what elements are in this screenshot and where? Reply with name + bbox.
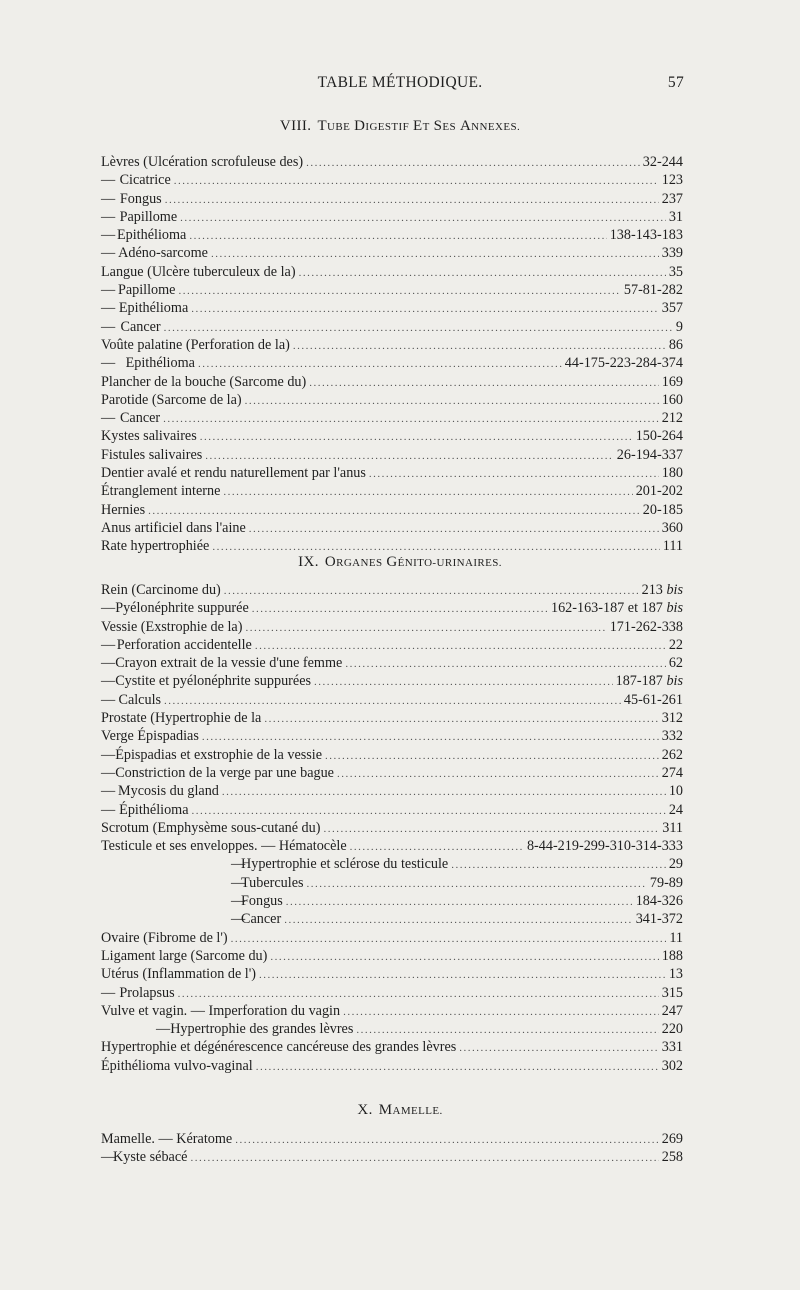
index-entry bbox=[101, 153, 683, 171]
index-entry bbox=[101, 482, 683, 500]
dot-leader bbox=[451, 856, 666, 874]
entry-page-numbers: 341-372 bbox=[635, 911, 683, 928]
entry-page-numbers: 169 bbox=[661, 373, 683, 390]
entry-dash: — bbox=[101, 636, 116, 653]
entry-label: Testicule et ses enveloppes. — Hématocèle bbox=[101, 838, 347, 855]
index-entry bbox=[101, 727, 683, 745]
index-entry bbox=[101, 874, 683, 892]
index-entry bbox=[101, 537, 683, 555]
entry-pages bbox=[636, 427, 683, 445]
entry-pages bbox=[662, 819, 683, 837]
index-entry bbox=[101, 1057, 683, 1075]
entry-pages bbox=[617, 446, 683, 464]
entry-pages bbox=[662, 171, 683, 189]
entry-page-numbers: 201-202 bbox=[635, 483, 683, 500]
entry-page-numbers: 258 bbox=[661, 1149, 683, 1166]
entry-pages bbox=[636, 482, 683, 500]
entry-page-numbers: 162-163-187 et 187 bbox=[550, 600, 663, 617]
entry-page-numbers: 10 bbox=[668, 783, 683, 800]
index-entry bbox=[101, 336, 683, 354]
index-entry bbox=[101, 299, 683, 317]
index-entry bbox=[101, 427, 683, 445]
index-entry bbox=[101, 519, 683, 537]
index-entry bbox=[101, 464, 683, 482]
entry-page-numbers: 111 bbox=[662, 538, 683, 555]
entry-page-bis: bis bbox=[666, 600, 683, 617]
entry-dash: — bbox=[101, 300, 116, 317]
section-entries bbox=[101, 153, 683, 556]
index-entry bbox=[101, 855, 683, 873]
entry-page-numbers: 138-143-183 bbox=[609, 227, 683, 244]
dot-leader bbox=[245, 392, 659, 410]
dot-leader bbox=[459, 1039, 658, 1057]
dot-leader bbox=[200, 428, 633, 446]
entry-label: Crayon extrait de la vessie d'une femme bbox=[115, 655, 343, 672]
entry-dash: — bbox=[101, 783, 116, 800]
entry-label: Mamelle. — Kératome bbox=[101, 1131, 233, 1147]
entry-dash: — bbox=[101, 655, 116, 672]
running-head-title: TABLE MÉTHODIQUE. bbox=[317, 74, 483, 91]
entry-pages bbox=[610, 618, 683, 636]
index-entry bbox=[101, 782, 683, 800]
dot-leader bbox=[356, 1021, 658, 1039]
entry-pages bbox=[662, 190, 683, 208]
entry-dash: — bbox=[101, 208, 116, 225]
entry-label: Mycosis du gland bbox=[118, 783, 219, 800]
dot-leader bbox=[178, 282, 620, 300]
entry-label: Vulve et vagin. — Imperforation du vagin bbox=[101, 1002, 341, 1019]
dot-leader bbox=[323, 820, 659, 838]
entry-page-numbers: 247 bbox=[661, 1002, 683, 1019]
entry-pages bbox=[551, 599, 683, 617]
entry-page-numbers: 62 bbox=[668, 655, 683, 672]
entry-dash: — bbox=[231, 856, 246, 873]
entry-pages bbox=[662, 727, 683, 745]
entry-page-numbers: 180 bbox=[661, 465, 683, 482]
index-entry bbox=[101, 1020, 683, 1038]
entry-label: Langue (Ulcère tuberculeux de la) bbox=[101, 263, 296, 280]
entry-pages bbox=[643, 153, 683, 171]
dot-leader bbox=[202, 728, 659, 746]
index-entry bbox=[101, 446, 683, 464]
section-title-text: ORGANES GÉNITO-URINAIRES. bbox=[324, 554, 502, 570]
index-entry bbox=[101, 947, 683, 965]
entry-page-numbers: 311 bbox=[662, 819, 683, 836]
entry-label: Kystes salivaires bbox=[101, 428, 197, 445]
entry-dash: — bbox=[231, 911, 246, 928]
entry-label: Ovaire (Fibrome de l') bbox=[101, 929, 228, 946]
entry-page-numbers: 57-81-282 bbox=[623, 282, 683, 299]
entry-pages bbox=[662, 1148, 683, 1166]
entry-page-numbers: 188 bbox=[661, 947, 683, 964]
entry-pages bbox=[662, 1002, 683, 1020]
entry-page-numbers: 237 bbox=[661, 190, 683, 207]
index-entry bbox=[101, 984, 683, 1002]
entry-pages bbox=[662, 1057, 683, 1075]
entry-label: Cancer bbox=[120, 318, 161, 335]
dot-leader bbox=[307, 875, 647, 893]
entry-pages bbox=[669, 782, 683, 800]
dot-leader bbox=[174, 172, 659, 190]
entry-label: Cicatrice bbox=[119, 172, 171, 189]
entry-page-numbers: 79-89 bbox=[649, 874, 683, 891]
section-entries bbox=[101, 1130, 683, 1167]
entry-page-numbers: 160 bbox=[661, 391, 683, 408]
entry-label: Épithélioma bbox=[119, 801, 189, 818]
dot-leader bbox=[165, 191, 659, 209]
dot-leader bbox=[178, 985, 659, 1003]
entry-page-numbers: 24 bbox=[668, 801, 683, 818]
entry-pages bbox=[643, 501, 683, 519]
dot-leader bbox=[309, 374, 658, 392]
entry-label: Rate hypertrophiée bbox=[101, 538, 210, 555]
entry-label: Dentier avalé et rendu naturellement par l'anus bbox=[101, 465, 366, 482]
entry-label: Prostate (Hypertrophie de la bbox=[101, 710, 262, 727]
dot-leader bbox=[284, 911, 633, 929]
index-entry bbox=[101, 190, 683, 208]
index-entry bbox=[101, 764, 683, 782]
entry-label: Utérus (Inflammation de l') bbox=[101, 966, 257, 983]
dot-leader bbox=[350, 838, 524, 856]
entry-pages bbox=[669, 336, 683, 354]
entry-pages bbox=[662, 299, 683, 317]
dot-leader bbox=[191, 300, 658, 318]
entry-label: Epithélioma bbox=[118, 300, 189, 317]
index-entry bbox=[101, 263, 683, 281]
dot-leader bbox=[222, 783, 666, 801]
index-entry bbox=[101, 910, 683, 928]
entry-page-numbers: 269 bbox=[661, 1131, 683, 1147]
entry-page-numbers: 262 bbox=[661, 746, 683, 763]
entry-pages bbox=[624, 691, 683, 709]
index-entry bbox=[101, 354, 683, 372]
entry-dash: — bbox=[101, 172, 116, 189]
entry-label: Fistules salivaires bbox=[101, 446, 203, 463]
index-entry bbox=[101, 281, 683, 299]
entry-label: Tubercules bbox=[241, 874, 304, 891]
entry-page-numbers: 35 bbox=[668, 263, 683, 280]
entry-page-numbers: 26-194-337 bbox=[616, 446, 683, 463]
index-entry bbox=[101, 691, 683, 709]
entry-label: Étranglement interne bbox=[101, 483, 221, 500]
entry-label: Hernies bbox=[101, 501, 146, 518]
entry-pages bbox=[662, 373, 683, 391]
entry-label: Anus artificiel dans l'aine bbox=[101, 519, 246, 536]
index-entry bbox=[101, 1148, 683, 1166]
entry-dash: — bbox=[231, 893, 246, 910]
dot-leader bbox=[163, 410, 659, 428]
index-entry bbox=[101, 819, 683, 837]
entry-dash: — bbox=[101, 691, 116, 708]
index-entry bbox=[101, 581, 683, 599]
entry-dash: — bbox=[101, 984, 116, 1001]
entry-pages bbox=[669, 263, 683, 281]
entry-pages bbox=[610, 226, 683, 244]
section-number: X. bbox=[357, 1102, 373, 1118]
entry-dash: — bbox=[101, 355, 116, 372]
entry-dash: — bbox=[101, 600, 116, 617]
dot-leader bbox=[369, 465, 659, 483]
index-entry bbox=[101, 892, 683, 910]
entry-label: Vessie (Exstrophie de la) bbox=[101, 618, 243, 635]
entry-label: Épispadias et exstrophie de la vessie bbox=[115, 746, 323, 763]
dot-leader bbox=[235, 1131, 659, 1149]
entry-label: Calculs bbox=[118, 691, 162, 708]
dot-leader bbox=[255, 637, 666, 655]
entry-dash: — bbox=[101, 746, 116, 763]
dot-leader bbox=[249, 520, 659, 538]
entry-label: Epithélioma bbox=[125, 355, 195, 372]
entry-dash: — bbox=[156, 1021, 171, 1038]
section-heading bbox=[0, 1102, 800, 1119]
entry-page-bis: bis bbox=[666, 673, 683, 690]
entry-page-numbers: 150-264 bbox=[635, 428, 683, 445]
entry-page-numbers: 187-187 bbox=[615, 673, 663, 690]
dot-leader bbox=[337, 765, 659, 783]
dot-leader bbox=[299, 264, 666, 282]
entry-pages bbox=[669, 208, 683, 226]
index-entry bbox=[101, 409, 683, 427]
entry-page-numbers: 32-244 bbox=[642, 154, 683, 170]
entry-label: Plancher de la bouche (Sarcome du) bbox=[101, 373, 307, 390]
dot-leader bbox=[180, 209, 666, 227]
entry-label: Perforation accidentelle bbox=[116, 636, 252, 653]
index-entry bbox=[101, 1038, 683, 1056]
dot-leader bbox=[231, 930, 667, 948]
index-entry bbox=[101, 599, 683, 617]
dot-leader bbox=[211, 245, 659, 263]
entry-pages bbox=[636, 910, 683, 928]
entry-label: Papillome bbox=[117, 282, 176, 299]
entry-label: Cancer bbox=[119, 410, 161, 427]
entry-label: Fongus bbox=[119, 190, 162, 207]
entry-pages bbox=[636, 892, 683, 910]
entry-page-numbers: 212 bbox=[661, 410, 683, 427]
section-number: VIII. bbox=[279, 118, 312, 134]
index-entry bbox=[101, 801, 683, 819]
entry-pages bbox=[669, 654, 683, 672]
section-number: IX. bbox=[298, 554, 319, 570]
dot-leader bbox=[164, 692, 621, 710]
entry-page-numbers: 22 bbox=[668, 636, 683, 653]
index-entry bbox=[101, 391, 683, 409]
entry-pages bbox=[669, 636, 683, 654]
entry-label: Constriction de la verge par une bague bbox=[115, 764, 334, 781]
index-entry bbox=[101, 618, 683, 636]
index-entry bbox=[101, 654, 683, 672]
dot-leader bbox=[256, 1058, 659, 1076]
index-entry bbox=[101, 709, 683, 727]
entry-label: Papillome bbox=[119, 208, 178, 225]
entry-page-numbers: 44-175-223-284-374 bbox=[564, 355, 683, 372]
entry-page-numbers: 184-326 bbox=[635, 893, 683, 910]
dot-leader bbox=[224, 582, 639, 600]
index-entry bbox=[101, 672, 683, 690]
dot-leader bbox=[192, 802, 666, 820]
entry-page-numbers: 331 bbox=[661, 1039, 683, 1056]
dot-leader bbox=[164, 319, 673, 337]
entry-label: Hypertrophie des grandes lèvres bbox=[170, 1021, 354, 1038]
dot-leader bbox=[345, 655, 666, 673]
index-entry bbox=[101, 1130, 683, 1148]
dot-leader bbox=[205, 447, 614, 465]
entry-label: Voûte palatine (Perforation de la) bbox=[101, 336, 290, 353]
dot-leader bbox=[286, 893, 633, 911]
entry-pages bbox=[669, 801, 683, 819]
section-title-text: MAMELLE. bbox=[378, 1102, 443, 1118]
entry-pages bbox=[616, 672, 683, 690]
entry-page-numbers: 302 bbox=[661, 1057, 683, 1074]
entry-page-numbers: 9 bbox=[675, 318, 683, 335]
dot-leader bbox=[259, 966, 666, 984]
index-entry bbox=[101, 636, 683, 654]
entry-dash: — bbox=[231, 874, 246, 891]
index-entry bbox=[101, 208, 683, 226]
entry-page-numbers: 86 bbox=[668, 336, 683, 353]
entry-label: Rein (Carcinome du) bbox=[101, 582, 221, 598]
entry-page-numbers: 213 bbox=[641, 582, 663, 598]
entry-pages bbox=[662, 244, 683, 262]
index-entry bbox=[101, 171, 683, 189]
entry-pages bbox=[669, 929, 683, 947]
dot-leader bbox=[245, 619, 606, 637]
index-entry bbox=[101, 373, 683, 391]
entry-label: Cystite et pyélonéphrite suppurées bbox=[115, 673, 312, 690]
entry-dash: — bbox=[101, 282, 116, 299]
entry-page-numbers: 20-185 bbox=[642, 501, 683, 518]
entry-label: Adéno-sarcome bbox=[118, 245, 208, 262]
entry-label: Pyélonéphrite suppurée bbox=[115, 600, 249, 617]
dot-leader bbox=[198, 355, 562, 373]
entry-page-numbers: 220 bbox=[661, 1021, 683, 1038]
dot-leader bbox=[148, 502, 640, 520]
dot-leader bbox=[252, 600, 548, 618]
index-entry bbox=[101, 746, 683, 764]
entry-label: Hypertrophie et dégénérescence cancéreuse des grandes lèvres bbox=[101, 1039, 457, 1056]
dot-leader bbox=[190, 1149, 658, 1167]
entry-page-numbers: 8-44-219-299-310-314-333 bbox=[526, 838, 683, 855]
entry-pages bbox=[662, 984, 683, 1002]
entry-label: Lèvres (Ulcération scrofuleuse des) bbox=[101, 154, 304, 170]
entry-pages bbox=[662, 1020, 683, 1038]
entry-label: Épithélioma vulvo-vaginal bbox=[101, 1057, 253, 1074]
entry-label: Ligament large (Sarcome du) bbox=[101, 947, 268, 964]
section-entries bbox=[101, 581, 683, 1075]
entry-pages bbox=[624, 281, 683, 299]
entry-label: Prolapsus bbox=[119, 984, 175, 1001]
entry-page-numbers: 29 bbox=[668, 856, 683, 873]
entry-page-numbers: 332 bbox=[661, 728, 683, 745]
index-entry bbox=[101, 837, 683, 855]
index-entry bbox=[101, 965, 683, 983]
entry-page-numbers: 171-262-338 bbox=[609, 618, 683, 635]
section-heading bbox=[0, 554, 800, 571]
entry-page-bis: bis bbox=[666, 582, 683, 598]
entry-pages bbox=[676, 318, 683, 336]
entry-dash: — bbox=[101, 673, 116, 690]
entry-pages bbox=[662, 519, 683, 537]
index-entry bbox=[101, 226, 683, 244]
entry-page-numbers: 31 bbox=[668, 208, 683, 225]
entry-page-numbers: 339 bbox=[661, 245, 683, 262]
entry-pages bbox=[663, 537, 683, 555]
index-entry bbox=[101, 929, 683, 947]
entry-page-numbers: 123 bbox=[661, 172, 683, 189]
entry-pages bbox=[662, 746, 683, 764]
section-heading bbox=[0, 118, 800, 135]
entry-dash: — bbox=[101, 245, 116, 262]
dot-leader bbox=[314, 673, 613, 691]
entry-pages bbox=[669, 855, 683, 873]
entry-page-numbers: 357 bbox=[661, 300, 683, 317]
index-entry bbox=[101, 501, 683, 519]
entry-dash: — bbox=[101, 190, 116, 207]
entry-page-numbers: 274 bbox=[661, 764, 683, 781]
entry-pages bbox=[662, 464, 683, 482]
entry-label: Hypertrophie et sclérose du testicule bbox=[241, 856, 449, 873]
entry-pages bbox=[565, 354, 683, 372]
index-entry bbox=[101, 244, 683, 262]
dot-leader bbox=[189, 227, 606, 245]
entry-dash: — bbox=[101, 764, 116, 781]
dot-leader bbox=[343, 1003, 659, 1021]
index-entry bbox=[101, 318, 683, 336]
running-head bbox=[0, 74, 800, 96]
entry-pages bbox=[662, 409, 683, 427]
page-number: 57 bbox=[667, 74, 684, 91]
entry-label: Cancer bbox=[241, 911, 282, 928]
index-entry bbox=[101, 1002, 683, 1020]
entry-label: Kyste sébacé bbox=[113, 1149, 188, 1166]
entry-pages bbox=[662, 1130, 683, 1148]
entry-pages bbox=[662, 1038, 683, 1056]
entry-pages bbox=[642, 581, 683, 599]
entry-dash: — bbox=[101, 1149, 116, 1166]
entry-page-numbers: 11 bbox=[669, 929, 683, 946]
entry-label: Verge Épispadias bbox=[101, 728, 199, 745]
dot-leader bbox=[293, 337, 666, 355]
entry-pages bbox=[662, 947, 683, 965]
entry-label: Scrotum (Emphysème sous-cutané du) bbox=[101, 819, 321, 836]
entry-page-numbers: 312 bbox=[661, 710, 683, 727]
entry-page-numbers: 45-61-261 bbox=[623, 691, 683, 708]
entry-page-numbers: 13 bbox=[668, 966, 683, 983]
entry-label: Fongus bbox=[241, 893, 283, 910]
entry-pages bbox=[662, 391, 683, 409]
entry-page-numbers: 360 bbox=[661, 519, 683, 536]
entry-pages bbox=[662, 764, 683, 782]
entry-dash: — bbox=[101, 227, 116, 244]
entry-dash: — bbox=[101, 410, 116, 427]
entry-pages bbox=[669, 965, 683, 983]
entry-pages bbox=[662, 709, 683, 727]
entry-dash: — bbox=[101, 318, 116, 335]
dot-leader bbox=[264, 710, 658, 728]
entry-page-numbers: 315 bbox=[661, 984, 683, 1001]
dot-leader bbox=[325, 747, 659, 765]
dot-leader bbox=[270, 948, 658, 966]
entry-pages bbox=[650, 874, 683, 892]
entry-dash: — bbox=[101, 801, 116, 818]
section-title-text: TUBE DIGESTIF ET SES ANNEXES. bbox=[317, 118, 521, 134]
entry-label: Parotide (Sarcome de la) bbox=[101, 391, 242, 408]
entry-label: Epithélioma bbox=[116, 227, 187, 244]
dot-leader bbox=[223, 483, 632, 501]
entry-pages bbox=[527, 837, 683, 855]
dot-leader bbox=[306, 154, 640, 172]
